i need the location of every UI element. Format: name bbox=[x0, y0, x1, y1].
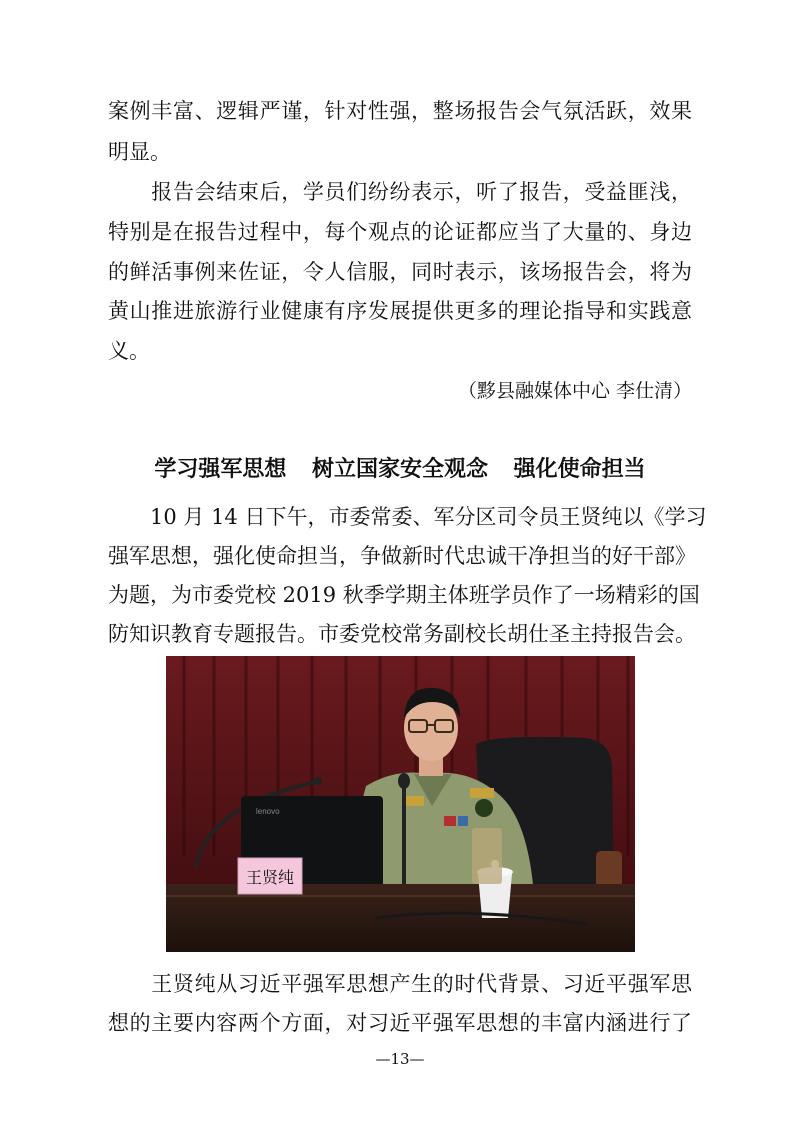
paragraph2-line-3: 的鲜活事例来佐证，令人信服，同时表示，该场报告会，将为 bbox=[108, 260, 692, 284]
paragraph2-line-4: 黄山推进旅游行业健康有序发展提供更多的理论指导和实践意 bbox=[108, 299, 692, 323]
desk bbox=[166, 884, 635, 952]
paragraph3-line-1: 10 月 14 日下午，市委常委、军分区司令员王贤纯以《学习 bbox=[108, 505, 707, 529]
nameplate-text: 王贤纯 bbox=[245, 868, 295, 887]
paragraph2-line-5: 义。 bbox=[108, 339, 150, 363]
paragraph4-line-2: 想的主要内容两个方面，对习近平强军思想的丰富内涵进行了 bbox=[108, 1011, 692, 1035]
page-number: —13— bbox=[375, 1050, 425, 1068]
paragraph3-line-2: 强军思想，强化使命担当，争做新时代忠诚干净担当的好干部》 bbox=[108, 544, 696, 568]
water-glass bbox=[472, 828, 502, 884]
paragraph2-line-2: 特别是在报告过程中，每个观点的论证都应当了大量的、身边 bbox=[108, 220, 692, 244]
article-heading: 学习强军思想 树立国家安全观念 强化使命担当 bbox=[154, 457, 646, 482]
source-attribution: （黟县融媒体中心 李仕清） bbox=[457, 380, 692, 402]
paragraph3-line-4: 防知识教育专题报告。市委党校常务副校长胡仕圣主持报告会。 bbox=[108, 622, 696, 646]
paragraph1-line-1: 案例丰富、逻辑严谨，针对性强，整场报告会气氛活跃，效果 bbox=[108, 99, 692, 123]
report-photo bbox=[166, 656, 635, 952]
paragraph4-line-1: 王贤纯从习近平强军思想产生的时代背景、习近平强军思 bbox=[108, 972, 692, 996]
paragraph2-line-1: 报告会结束后，学员们纷纷表示，听了报告，受益匪浅， bbox=[108, 180, 692, 204]
paragraph1-line-2: 明显。 bbox=[108, 140, 171, 164]
paragraph3-line-3: 为题，为市委党校 2019 秋季学期主体班学员作了一场精彩的国 bbox=[108, 583, 700, 607]
laptop-brand: lenovo bbox=[256, 807, 280, 816]
